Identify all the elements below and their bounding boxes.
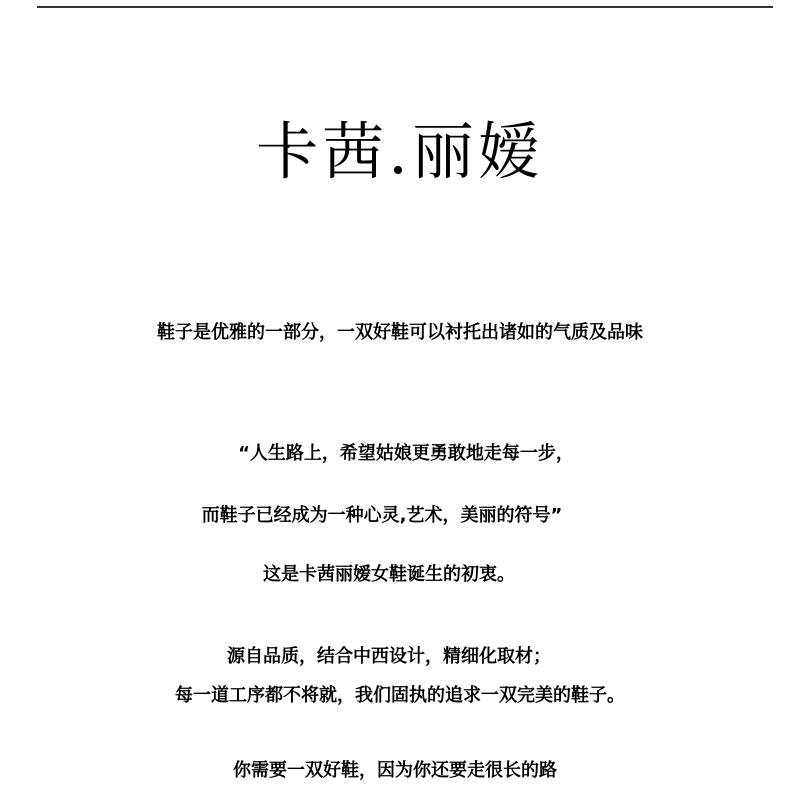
quote-line-1: “人生路上，希望姑娘更勇敢地走每一步， [238, 443, 574, 464]
tagline: 鞋子是优雅的一部分，一双好鞋可以衬托出诸如的气质及品味 [157, 322, 643, 343]
quality-line-1: 源自品质，结合中西设计，精细化取材； [227, 646, 551, 667]
top-divider [37, 6, 773, 8]
quality-line-2: 每一道工序都不将就，我们固执的追求一双完美的鞋子。 [175, 685, 625, 706]
quote-line-2: 而鞋子已经成为一种心灵,艺术，美丽的符号” [201, 505, 563, 526]
origin-statement: 这是卡茜丽嫒女鞋诞生的初衷。 [263, 564, 515, 585]
brand-title: 卡茜.丽嫒 [256, 115, 544, 188]
closing-statement: 你需要一双好鞋，因为你还要走很长的路 [233, 760, 557, 781]
